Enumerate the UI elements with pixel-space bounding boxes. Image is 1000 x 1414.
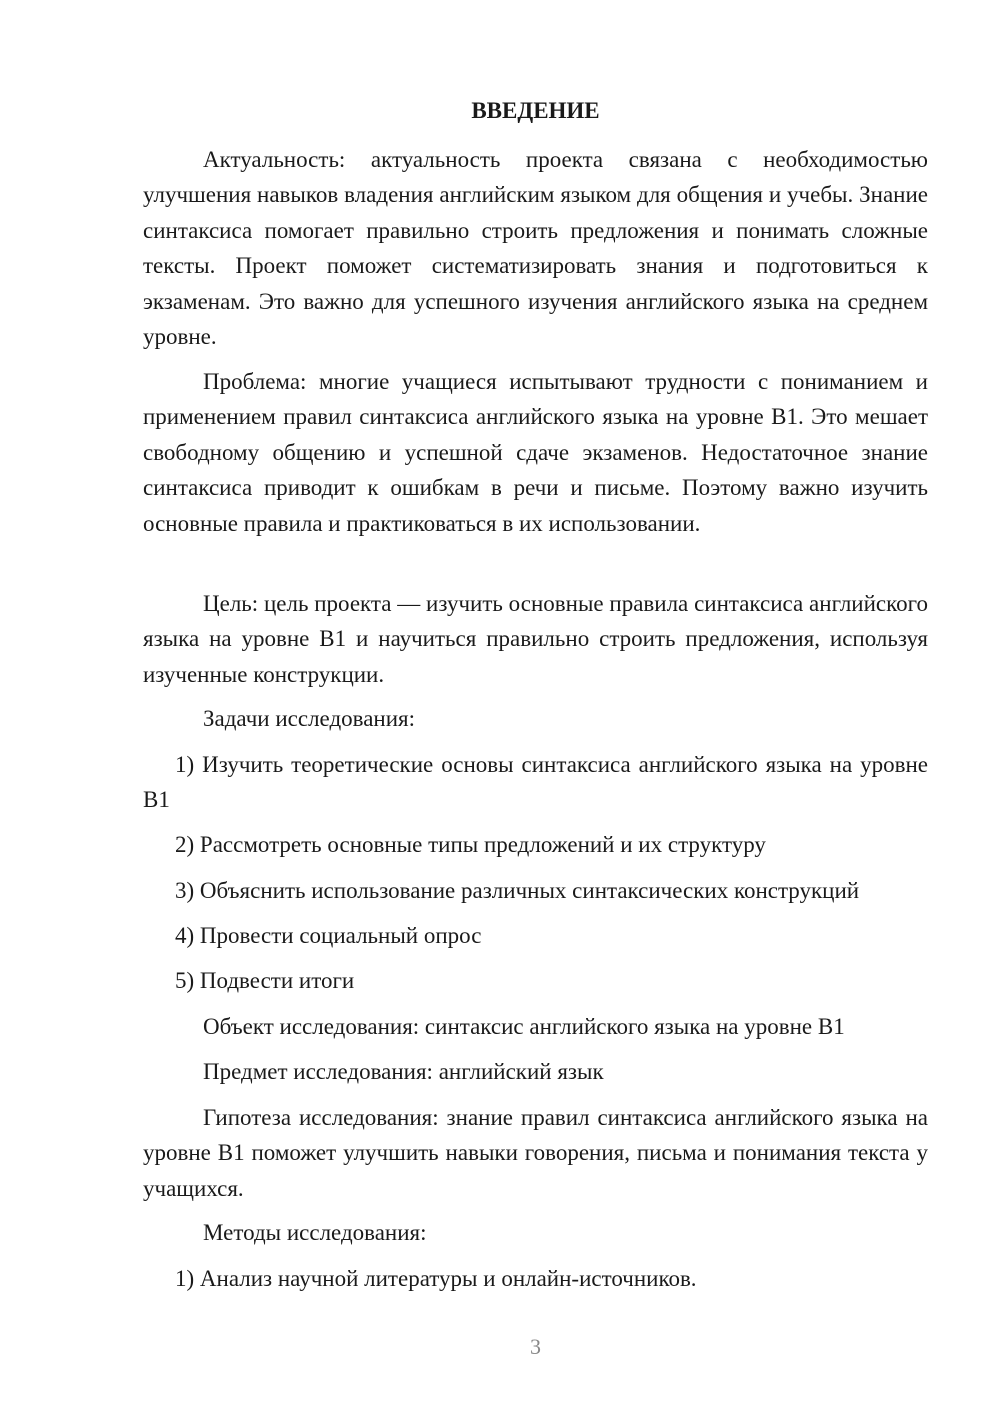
problem-paragraph: Проблема: многие учащиеся испытывают трудности с пониманием и применением правил синтаксиса английского языка на уровне B1. Это мешает свободному общению и успешной сдаче экзаменов. Недостаточное знание синтаксиса приводит к ошибкам в речи и письме. Поэтому важно изучить основные правила и практиковаться в их использовании. [143, 369, 928, 536]
task-item-1: 1) Изучить теоретические основы синтаксиса английского языка на уровне B1 [143, 752, 928, 813]
goal-paragraph: Цель: цель проекта — изучить основные правила синтаксиса английского языка на уровне B1 и научиться правильно строить предложения, используя изученные конструкции. [143, 591, 928, 687]
task-item-5: 5) Подвести итоги [175, 968, 355, 993]
research-object: Объект исследования: синтаксис английского языка на уровне B1 [203, 1014, 845, 1039]
task-item-3: 3) Объяснить использование различных синтаксических конструкций [175, 878, 860, 903]
page-number: 3 [530, 1334, 541, 1359]
methods-heading: Методы исследования: [203, 1220, 427, 1245]
document-page [143, 0, 928, 1414]
research-subject: Предмет исследования: английский язык [203, 1059, 604, 1084]
task-item-4: 4) Провести социальный опрос [175, 923, 482, 948]
hypothesis-paragraph: Гипотеза исследования: знание правил синтаксиса английского языка на уровне B1 поможет улучшить навыки говорения, письма и понимания текста у учащихся. [143, 1105, 928, 1201]
method-item-1: 1) Анализ научной литературы и онлайн-источников. [175, 1266, 697, 1291]
tasks-heading: Задачи исследования: [203, 706, 416, 731]
relevance-paragraph: Актуальность: актуальность проекта связана с необходимостью улучшения навыков владения английским языком для общения и учебы. Знание синтаксиса помогает правильно строить предложения и понимать сложные тексты. Проект поможет систематизировать знания и подготовиться к экзаменам. Это важно для успешного изучения английского языка на среднем уровне. [143, 147, 928, 350]
section-heading: ВВЕДЕНИЕ [471, 98, 600, 123]
task-item-2: 2) Рассмотреть основные типы предложений и их структуру [175, 832, 766, 857]
